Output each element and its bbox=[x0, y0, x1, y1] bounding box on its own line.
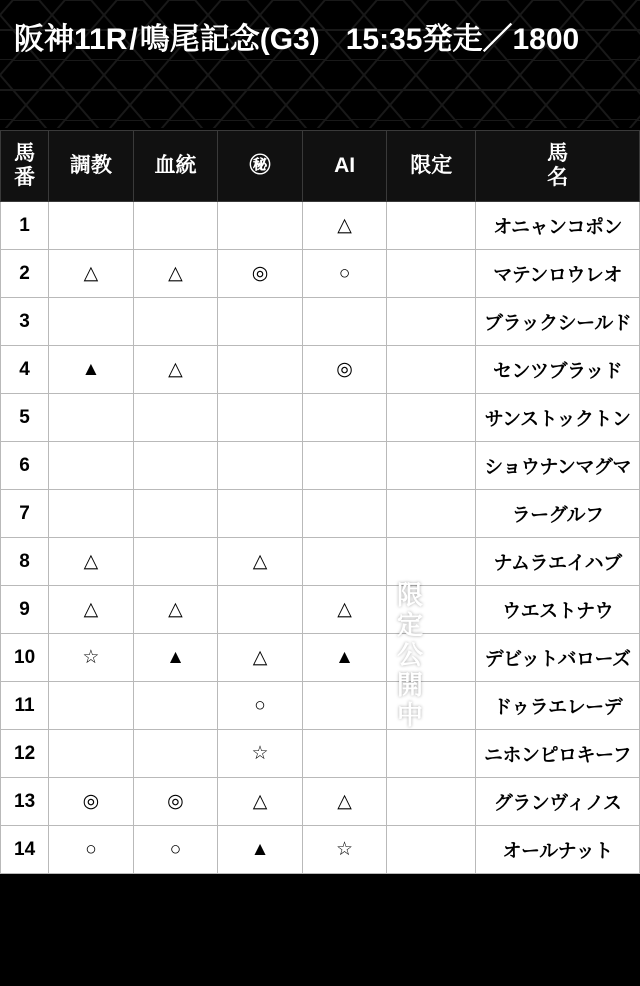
horse-name-cell[interactable]: ブラックシールド bbox=[476, 298, 640, 346]
horse-name-cell[interactable]: センツブラッド bbox=[476, 346, 640, 394]
training-mark-cell bbox=[49, 298, 134, 346]
horse-name-cell[interactable]: サンストックトン bbox=[476, 394, 640, 442]
secret-mark-cell bbox=[218, 586, 303, 634]
limited-cell[interactable] bbox=[387, 538, 476, 586]
table-row[interactable] bbox=[1, 778, 640, 826]
training-mark-cell: ◎ bbox=[49, 778, 134, 826]
limited-cell[interactable] bbox=[387, 730, 476, 778]
post-time: 15:35発走 bbox=[345, 23, 483, 56]
horse-number-cell: 14 bbox=[1, 826, 49, 874]
table-row[interactable] bbox=[1, 634, 640, 682]
header-limited[interactable]: 限定 bbox=[387, 131, 476, 202]
header-horse-number: 馬 番 bbox=[1, 131, 49, 202]
secret-mark-cell bbox=[218, 442, 303, 490]
horse-number-cell: 6 bbox=[1, 442, 49, 490]
limited-cell[interactable] bbox=[387, 490, 476, 538]
horse-name-cell[interactable]: ラーグルフ bbox=[476, 490, 640, 538]
training-mark-cell: ○ bbox=[49, 826, 134, 874]
pedigree-mark-cell: ▲ bbox=[133, 634, 218, 682]
ai-mark-cell: ○ bbox=[302, 250, 387, 298]
secret-mark-cell bbox=[218, 298, 303, 346]
limited-cell[interactable] bbox=[387, 346, 476, 394]
limited-cell[interactable] bbox=[387, 250, 476, 298]
horse-number-cell: 13 bbox=[1, 778, 49, 826]
race-table-container bbox=[0, 128, 640, 874]
table-row[interactable] bbox=[1, 298, 640, 346]
horse-number-cell: 3 bbox=[1, 298, 49, 346]
pedigree-mark-cell bbox=[133, 202, 218, 250]
ai-mark-cell bbox=[302, 538, 387, 586]
header-pedigree[interactable]: 血統 bbox=[133, 131, 218, 202]
secret-mark-cell bbox=[218, 202, 303, 250]
pedigree-mark-cell: △ bbox=[133, 586, 218, 634]
training-mark-cell bbox=[49, 682, 134, 730]
training-mark-cell: ☆ bbox=[49, 634, 134, 682]
ai-mark-cell: △ bbox=[302, 778, 387, 826]
pedigree-mark-cell bbox=[133, 682, 218, 730]
limited-cell[interactable] bbox=[387, 586, 476, 634]
header-horse-name: 馬 名 bbox=[476, 131, 640, 202]
ai-mark-cell: ◎ bbox=[302, 346, 387, 394]
table-row[interactable] bbox=[1, 538, 640, 586]
training-mark-cell bbox=[49, 490, 134, 538]
secret-mark-cell: ◎ bbox=[218, 250, 303, 298]
training-mark-cell bbox=[49, 442, 134, 490]
header-secret[interactable]: ㊙ bbox=[218, 131, 303, 202]
pedigree-mark-cell: △ bbox=[133, 250, 218, 298]
ai-mark-cell bbox=[302, 730, 387, 778]
ai-mark-cell bbox=[302, 298, 387, 346]
secret-mark-cell bbox=[218, 394, 303, 442]
limited-cell[interactable] bbox=[387, 682, 476, 730]
secret-mark-cell: △ bbox=[218, 778, 303, 826]
ai-mark-cell bbox=[302, 442, 387, 490]
race-venue-number: 阪神11R bbox=[14, 23, 128, 56]
secret-mark-cell: △ bbox=[218, 634, 303, 682]
limited-cell[interactable] bbox=[387, 778, 476, 826]
ai-mark-cell: △ bbox=[302, 586, 387, 634]
table-row[interactable] bbox=[1, 490, 640, 538]
horse-number-cell: 10 bbox=[1, 634, 49, 682]
ai-mark-cell: ▲ bbox=[302, 634, 387, 682]
table-row[interactable] bbox=[1, 442, 640, 490]
secret-mark-cell: ▲ bbox=[218, 826, 303, 874]
horse-name-cell[interactable]: グランヴィノス bbox=[476, 778, 640, 826]
title-separator: / bbox=[129, 23, 138, 56]
table-row[interactable] bbox=[1, 250, 640, 298]
horse-number-cell: 7 bbox=[1, 490, 49, 538]
table-row[interactable] bbox=[1, 682, 640, 730]
horse-number-cell: 11 bbox=[1, 682, 49, 730]
table-row[interactable] bbox=[1, 586, 640, 634]
secret-mark-cell: △ bbox=[218, 538, 303, 586]
horse-name-cell[interactable]: オニャンコポン bbox=[476, 202, 640, 250]
race-name: 鳴尾記念(G3) bbox=[139, 23, 320, 56]
secret-mark-cell: ○ bbox=[218, 682, 303, 730]
horse-name-cell[interactable]: デビットバローズ bbox=[476, 634, 640, 682]
training-mark-cell bbox=[49, 730, 134, 778]
pedigree-mark-cell bbox=[133, 394, 218, 442]
pedigree-mark-cell bbox=[133, 442, 218, 490]
horse-name-cell[interactable]: ニホンピロキーフ bbox=[476, 730, 640, 778]
ai-mark-cell bbox=[302, 394, 387, 442]
limited-cell[interactable] bbox=[387, 298, 476, 346]
ai-mark-cell bbox=[302, 490, 387, 538]
limited-cell[interactable] bbox=[387, 202, 476, 250]
training-mark-cell: △ bbox=[49, 538, 134, 586]
page-title bbox=[0, 0, 640, 58]
secret-mark-cell: ☆ bbox=[218, 730, 303, 778]
race-distance: ／1800 bbox=[482, 23, 580, 56]
training-mark-cell bbox=[49, 394, 134, 442]
training-mark-cell: △ bbox=[49, 250, 134, 298]
table-row[interactable] bbox=[1, 394, 640, 442]
horse-name-cell[interactable]: ウエストナウ bbox=[476, 586, 640, 634]
horse-number-cell: 8 bbox=[1, 538, 49, 586]
pedigree-mark-cell bbox=[133, 490, 218, 538]
horse-name-cell[interactable]: オールナット bbox=[476, 826, 640, 874]
horse-number-cell: 5 bbox=[1, 394, 49, 442]
race-table bbox=[0, 130, 640, 874]
pedigree-mark-cell bbox=[133, 730, 218, 778]
secret-mark-cell bbox=[218, 490, 303, 538]
horse-name-cell[interactable]: ナムラエイハブ bbox=[476, 538, 640, 586]
limited-overlay-label: 限定公開中 bbox=[393, 581, 424, 731]
table-row[interactable] bbox=[1, 826, 640, 874]
ai-mark-cell bbox=[302, 682, 387, 730]
table-row[interactable] bbox=[1, 346, 640, 394]
limited-cell[interactable] bbox=[387, 394, 476, 442]
header-training[interactable]: 調教 bbox=[49, 131, 134, 202]
race-header bbox=[0, 0, 640, 128]
horse-number-cell: 12 bbox=[1, 730, 49, 778]
limited-cell[interactable] bbox=[387, 634, 476, 682]
race-table-body bbox=[1, 202, 640, 874]
pedigree-mark-cell: ◎ bbox=[133, 778, 218, 826]
table-row[interactable] bbox=[1, 202, 640, 250]
header-ai[interactable]: AI bbox=[302, 131, 387, 202]
table-header-row bbox=[1, 131, 640, 202]
secret-mark-cell bbox=[218, 346, 303, 394]
horse-name-cell[interactable]: マテンロウレオ bbox=[476, 250, 640, 298]
horse-number-cell: 4 bbox=[1, 346, 49, 394]
limited-cell[interactable] bbox=[387, 442, 476, 490]
pedigree-mark-cell: △ bbox=[133, 346, 218, 394]
horse-name-cell[interactable]: ショウナンマグマ bbox=[476, 442, 640, 490]
pedigree-mark-cell bbox=[133, 298, 218, 346]
training-mark-cell: △ bbox=[49, 586, 134, 634]
table-row[interactable] bbox=[1, 730, 640, 778]
training-mark-cell: ▲ bbox=[49, 346, 134, 394]
horse-name-cell[interactable]: ドゥラエレーデ bbox=[476, 682, 640, 730]
pedigree-mark-cell: ○ bbox=[133, 826, 218, 874]
limited-cell[interactable] bbox=[387, 826, 476, 874]
horse-number-cell: 9 bbox=[1, 586, 49, 634]
horse-number-cell: 2 bbox=[1, 250, 49, 298]
training-mark-cell bbox=[49, 202, 134, 250]
ai-mark-cell: ☆ bbox=[302, 826, 387, 874]
horse-number-cell: 1 bbox=[1, 202, 49, 250]
pedigree-mark-cell bbox=[133, 538, 218, 586]
ai-mark-cell: △ bbox=[302, 202, 387, 250]
